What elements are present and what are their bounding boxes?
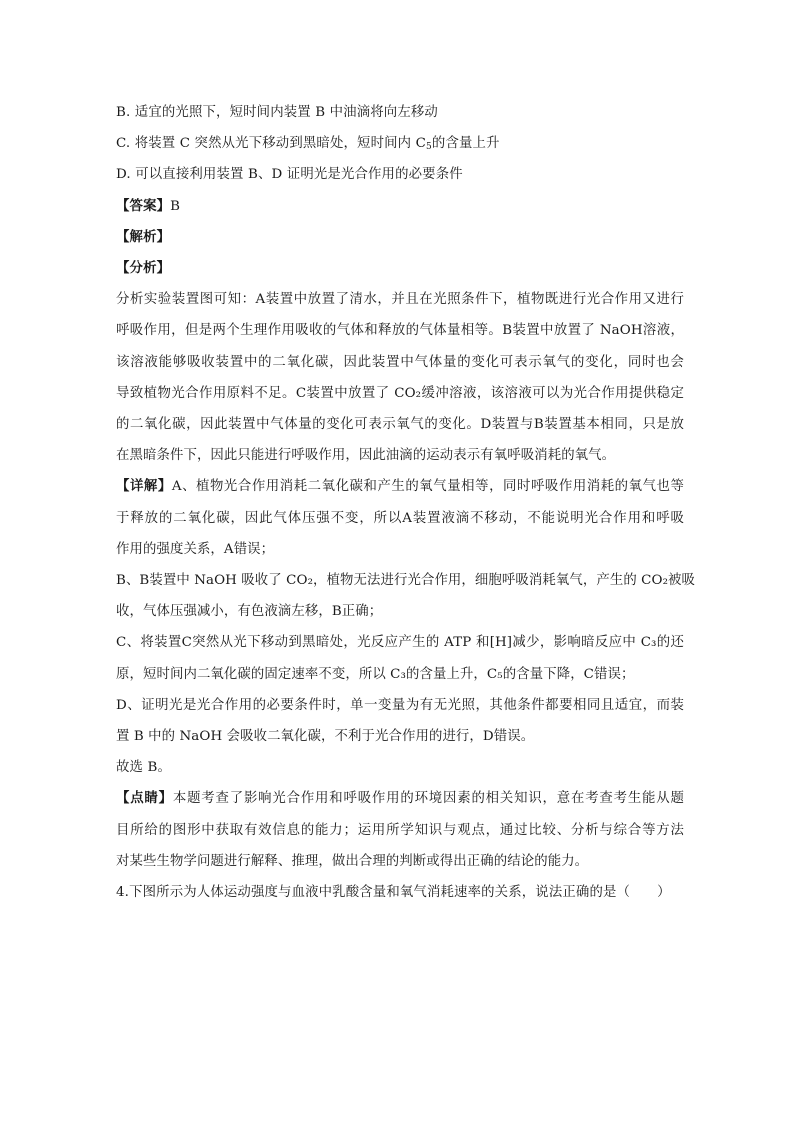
detail-row: 于释放的二氧化碳，因此气体压强不变，所以A装置液滴不移动，不能说明光合作用和呼吸 bbox=[116, 510, 684, 526]
answer-line bbox=[116, 191, 684, 222]
option-c-subscript: 5 bbox=[426, 142, 432, 153]
fenxi-row: 导致植物光合作用原料不足。C装置中放置了 CO₂缓冲溶液，该溶液可以为光合作用提供稳定 bbox=[116, 385, 684, 401]
answer-value: B bbox=[170, 198, 181, 214]
detail-b-paragraph bbox=[116, 565, 696, 627]
detail-c-row: 原，短时间内二氧化碳的固定速率不变，所以 C₃的含量上升，C₅的含量下降，C错误； bbox=[116, 666, 635, 682]
fenxi-row: 该溶液能够吸收装置中的二氧化碳，因此装置中气体量的变化可表示氧气的变化，同时也会 bbox=[116, 354, 684, 370]
detail-c-paragraph bbox=[116, 627, 684, 689]
dianjing-row: 对某些生物学问题进行解释、推理，做出合理的判断或得出正确的结论的能力。 bbox=[116, 853, 589, 869]
fenxi-row: 的二氧化碳，因此装置中气体量的变化可表示氧气的变化。D装置与B装置基本相同，只是放 bbox=[116, 416, 684, 432]
detail-row-first bbox=[116, 471, 684, 502]
fenxi-paragraph bbox=[116, 284, 684, 471]
option-d: D. 可以直接利用装置 B、D 证明光是光合作用的必要条件 bbox=[116, 167, 463, 183]
detail-c-row: C、将装置C突然从光下移动到黑暗处，光反应产生的 ATP 和[H]减少，影响暗反应中 C₃的还 bbox=[116, 635, 684, 651]
dianjing-row-text: 本题考查了影响光合作用和呼吸作用的环境因素的相关知识，意在考查考生能从题 bbox=[172, 791, 684, 807]
detail-d-paragraph bbox=[116, 690, 684, 752]
detail-d-row: D、证明光是光合作用的必要条件时，单一变量为有无光照，其他条件都要相同且适宜，而装 bbox=[116, 697, 684, 713]
detail-paragraph bbox=[116, 471, 684, 565]
option-c-text: C. 将装置 C 突然从光下移动到黑暗处，短时间内 C bbox=[116, 136, 427, 152]
detail-d-row: 置 B 中的 NaOH 会吸收二氧化碳，不利于光合作用的进行，D错误。 bbox=[116, 728, 535, 744]
fenxi-row: 在黑暗条件下，因此只能进行呼吸作用，因此油滴的运动表示有氧呼吸消耗的氧气。 bbox=[116, 448, 616, 464]
dianjing-paragraph bbox=[116, 783, 684, 877]
detail-row: 作用的强度关系，A错误； bbox=[116, 541, 275, 557]
fenxi-row: 分析实验装置图可知：A装置中放置了清水，并且在光照条件下，植物既进行光合作用又进行 bbox=[116, 292, 684, 308]
detail-b-row: 收，气体压强减小，有色液滴左移，B正确； bbox=[116, 604, 383, 620]
detail-tag: 【详解】 bbox=[116, 478, 172, 495]
detail-b-row: B、B装置中 NaOH 吸收了 CO₂，植物无法进行光合作用，细胞呼吸消耗氧气，产生的 CO₂被吸 bbox=[116, 572, 696, 588]
fenxi-heading: 【分析】 bbox=[116, 259, 171, 276]
answer-tag: 【答案】 bbox=[116, 197, 171, 214]
question-4: 4.下图所示为人体运动强度与血液中乳酸含量和氧气消耗速率的关系，说法正确的是（ ） bbox=[116, 884, 671, 900]
option-c bbox=[116, 128, 684, 159]
detail-row-text: A、植物光合作用消耗二氧化碳和产生的氧气量相等，同时呼吸作用消耗的氧气也等 bbox=[171, 479, 684, 495]
option-c-text-end: 的含量上升 bbox=[431, 136, 500, 152]
dianjing-row: 目所给的图形中获取有效信息的能力；运用所学知识与观点，通过比较、分析与综合等方法 bbox=[116, 822, 684, 838]
final-choice: 故选 B。 bbox=[116, 760, 172, 776]
fenxi-row: 呼吸作用，但是两个生理作用吸收的气体和释放的气体量相等。B装置中放置了 NaOH溶液， bbox=[116, 323, 684, 339]
analysis-heading: 【解析】 bbox=[116, 228, 171, 245]
dianjing-tag: 【点睛】 bbox=[116, 790, 173, 807]
document-page bbox=[116, 97, 696, 908]
option-b: B. 适宜的光照下，短时间内装置 B 中油滴将向左移动 bbox=[116, 105, 438, 120]
dianjing-row-first bbox=[116, 783, 684, 814]
